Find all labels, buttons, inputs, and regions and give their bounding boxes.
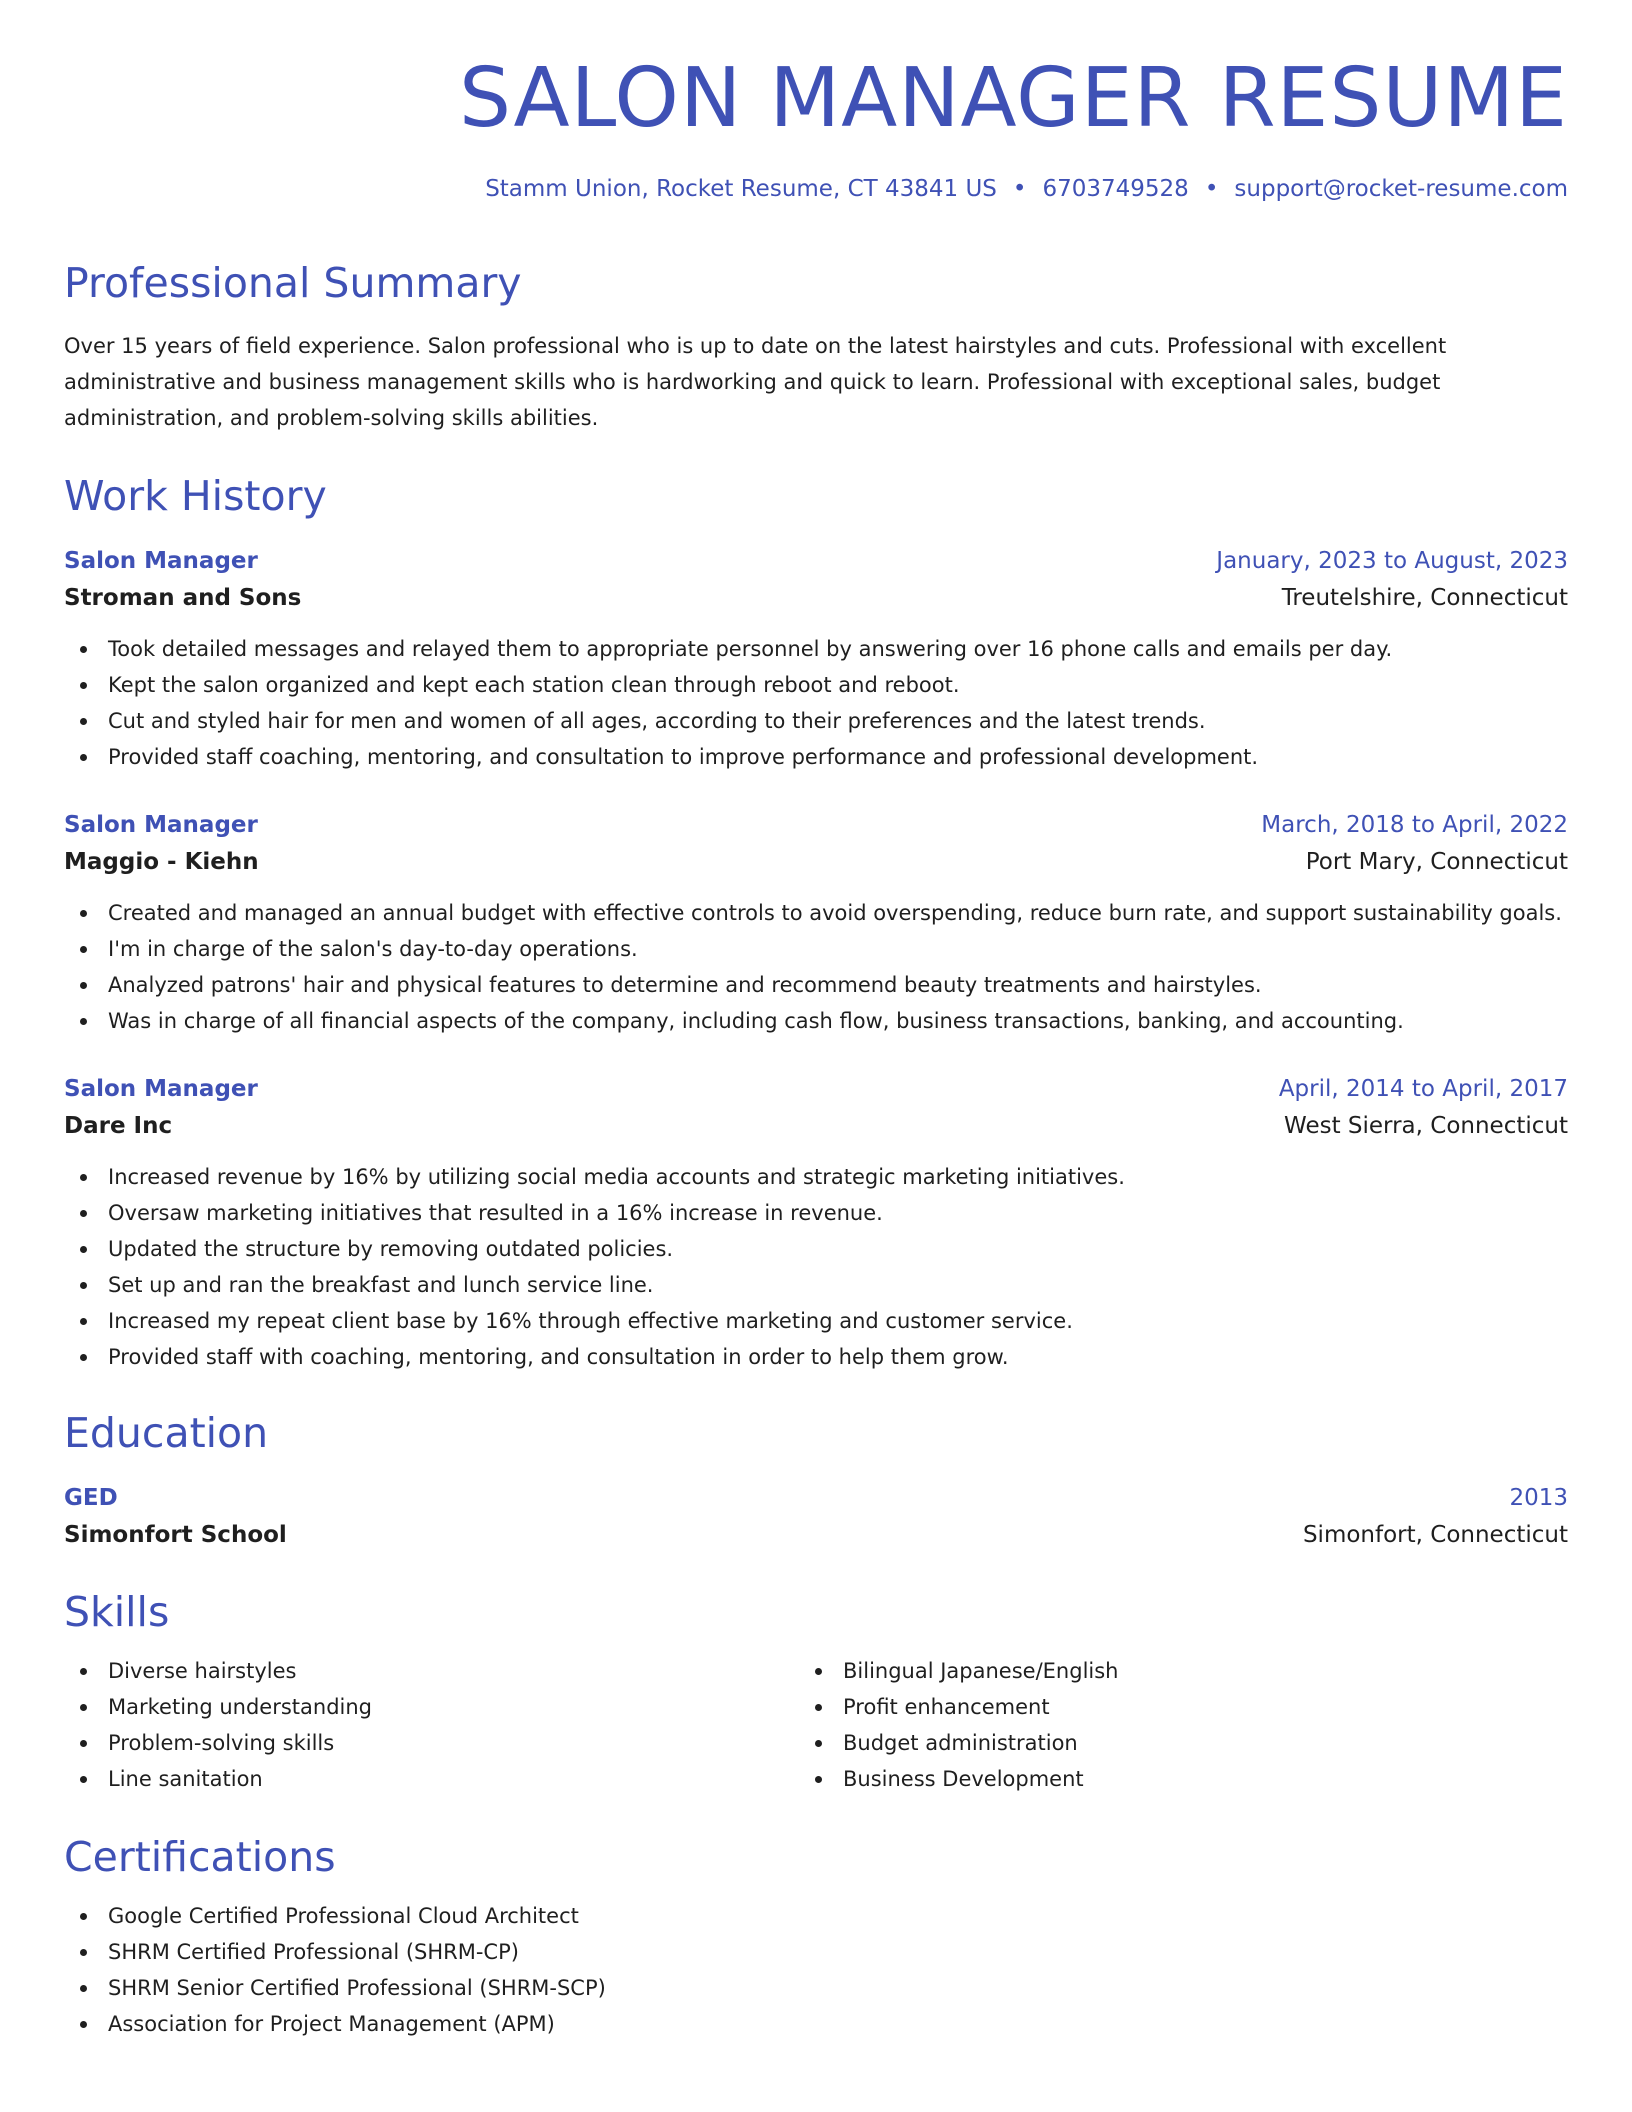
job-dates: March, 2018 to April, 2022 <box>1261 812 1568 839</box>
education-school: Simonfort School <box>64 1522 287 1549</box>
summary-text: Over 15 years of field experience. Salon professional who is up to date on the latest hairstyles and cuts. Professional with excellent administrative and business management skills who is hardworking and quick to learn. Professional with exceptional sales, budget administration, and problem-solving skills abilities. <box>64 334 1447 431</box>
list-item: Updated the structure by removing outdated policies. <box>64 1231 1568 1267</box>
list-item: Increased revenue by 16% by utilizing social media accounts and strategic marketing initiatives. <box>64 1159 1568 1195</box>
skill-item: Bilingual Japanese/English <box>799 1653 1534 1689</box>
certification-item: SHRM Senior Certified Professional (SHRM-SCP) <box>64 1970 1568 2006</box>
education-heading: Education <box>64 1409 269 1458</box>
job-location: Treutelshire, Connecticut <box>1281 585 1568 612</box>
resume-header <box>64 51 1568 203</box>
certification-item: Association for Project Management (APM) <box>64 2006 1568 2042</box>
skill-item: Business Development <box>799 1761 1534 1797</box>
job-location: Port Mary, Connecticut <box>1305 849 1568 876</box>
skill-item: Budget administration <box>799 1725 1534 1761</box>
education-location: Simonfort, Connecticut <box>1302 1522 1568 1549</box>
list-item: Analyzed patrons' hair and physical features to determine and recommend beauty treatments and hairstyles. <box>64 967 1568 1003</box>
job-entry <box>64 543 1568 775</box>
skill-item: Problem-solving skills <box>64 1725 799 1761</box>
job-company: Dare Inc <box>64 1113 173 1140</box>
certification-item: Google Certified Professional Cloud Architect <box>64 1898 1568 1934</box>
work-history-section <box>64 472 1568 1375</box>
skill-item: Diverse hairstyles <box>64 1653 799 1689</box>
job-role: Salon Manager <box>64 548 258 575</box>
job-location: West Sierra, Connecticut <box>1284 1113 1568 1140</box>
job-company: Stroman and Sons <box>64 585 302 612</box>
certifications-section <box>64 1833 1568 2042</box>
job-entry <box>64 807 1568 1039</box>
job-entry <box>64 1071 1568 1375</box>
list-item: Provided staff with coaching, mentoring, and consultation in order to help them grow. <box>64 1339 1568 1375</box>
certifications-heading: Certifications <box>64 1833 336 1882</box>
list-item: Created and managed an annual budget with effective controls to avoid overspending, reduce burn rate, and support sustainability goals. <box>64 895 1568 931</box>
contact-email: support@rocket-resume.com <box>1234 176 1568 203</box>
skills-list-left <box>64 1653 799 1797</box>
job-duties <box>64 1159 1568 1375</box>
skill-item: Line sanitation <box>64 1761 799 1797</box>
skills-grid <box>64 1653 1568 1797</box>
contact-separator: • <box>1012 176 1027 203</box>
skills-section <box>64 1588 1568 1797</box>
job-role: Salon Manager <box>64 812 258 839</box>
list-item: Was in charge of all financial aspects of the company, including cash flow, business transactions, banking, and accounting. <box>64 1003 1568 1039</box>
certification-item: SHRM Certified Professional (SHRM-CP) <box>64 1934 1568 1970</box>
education-section <box>64 1409 1568 1554</box>
job-duties <box>64 631 1568 775</box>
list-item: Cut and styled hair for men and women of all ages, according to their preferences and the latest trends. <box>64 703 1568 739</box>
certifications-list <box>64 1898 1568 2042</box>
work-history-heading: Work History <box>64 472 327 521</box>
skills-heading: Skills <box>64 1588 170 1637</box>
job-dates: April, 2014 to April, 2017 <box>1278 1076 1568 1103</box>
education-year: 2013 <box>1509 1485 1568 1512</box>
job-dates: January, 2023 to August, 2023 <box>1216 548 1568 575</box>
list-item: Increased my repeat client base by 16% through effective marketing and customer service. <box>64 1303 1568 1339</box>
list-item: Kept the salon organized and kept each station clean through reboot and reboot. <box>64 667 1568 703</box>
contact-phone: 6703749528 <box>1042 176 1189 203</box>
list-item: Provided staff coaching, mentoring, and consultation to improve performance and professional development. <box>64 739 1568 775</box>
list-item: Set up and ran the breakfast and lunch service line. <box>64 1267 1568 1303</box>
contact-line <box>64 178 1568 201</box>
contact-address: Stamm Union, Rocket Resume, CT 43841 US <box>485 176 997 203</box>
summary-section <box>64 259 1568 436</box>
skill-item: Marketing understanding <box>64 1689 799 1725</box>
contact-separator: • <box>1204 176 1219 203</box>
skills-list-right <box>799 1653 1534 1797</box>
skill-item: Profit enhancement <box>799 1689 1534 1725</box>
job-role: Salon Manager <box>64 1076 258 1103</box>
education-degree: GED <box>64 1485 118 1512</box>
resume-title: SALON MANAGER RESUME <box>458 51 1568 146</box>
list-item: Oversaw marketing initiatives that resulted in a 16% increase in revenue. <box>64 1195 1568 1231</box>
job-company: Maggio - Kiehn <box>64 849 259 876</box>
education-entry <box>64 1480 1568 1554</box>
list-item: Took detailed messages and relayed them to appropriate personnel by answering over 16 phone calls and emails per day. <box>64 631 1568 667</box>
summary-heading: Professional Summary <box>64 259 522 308</box>
list-item: I'm in charge of the salon's day-to-day operations. <box>64 931 1568 967</box>
job-duties <box>64 895 1568 1039</box>
